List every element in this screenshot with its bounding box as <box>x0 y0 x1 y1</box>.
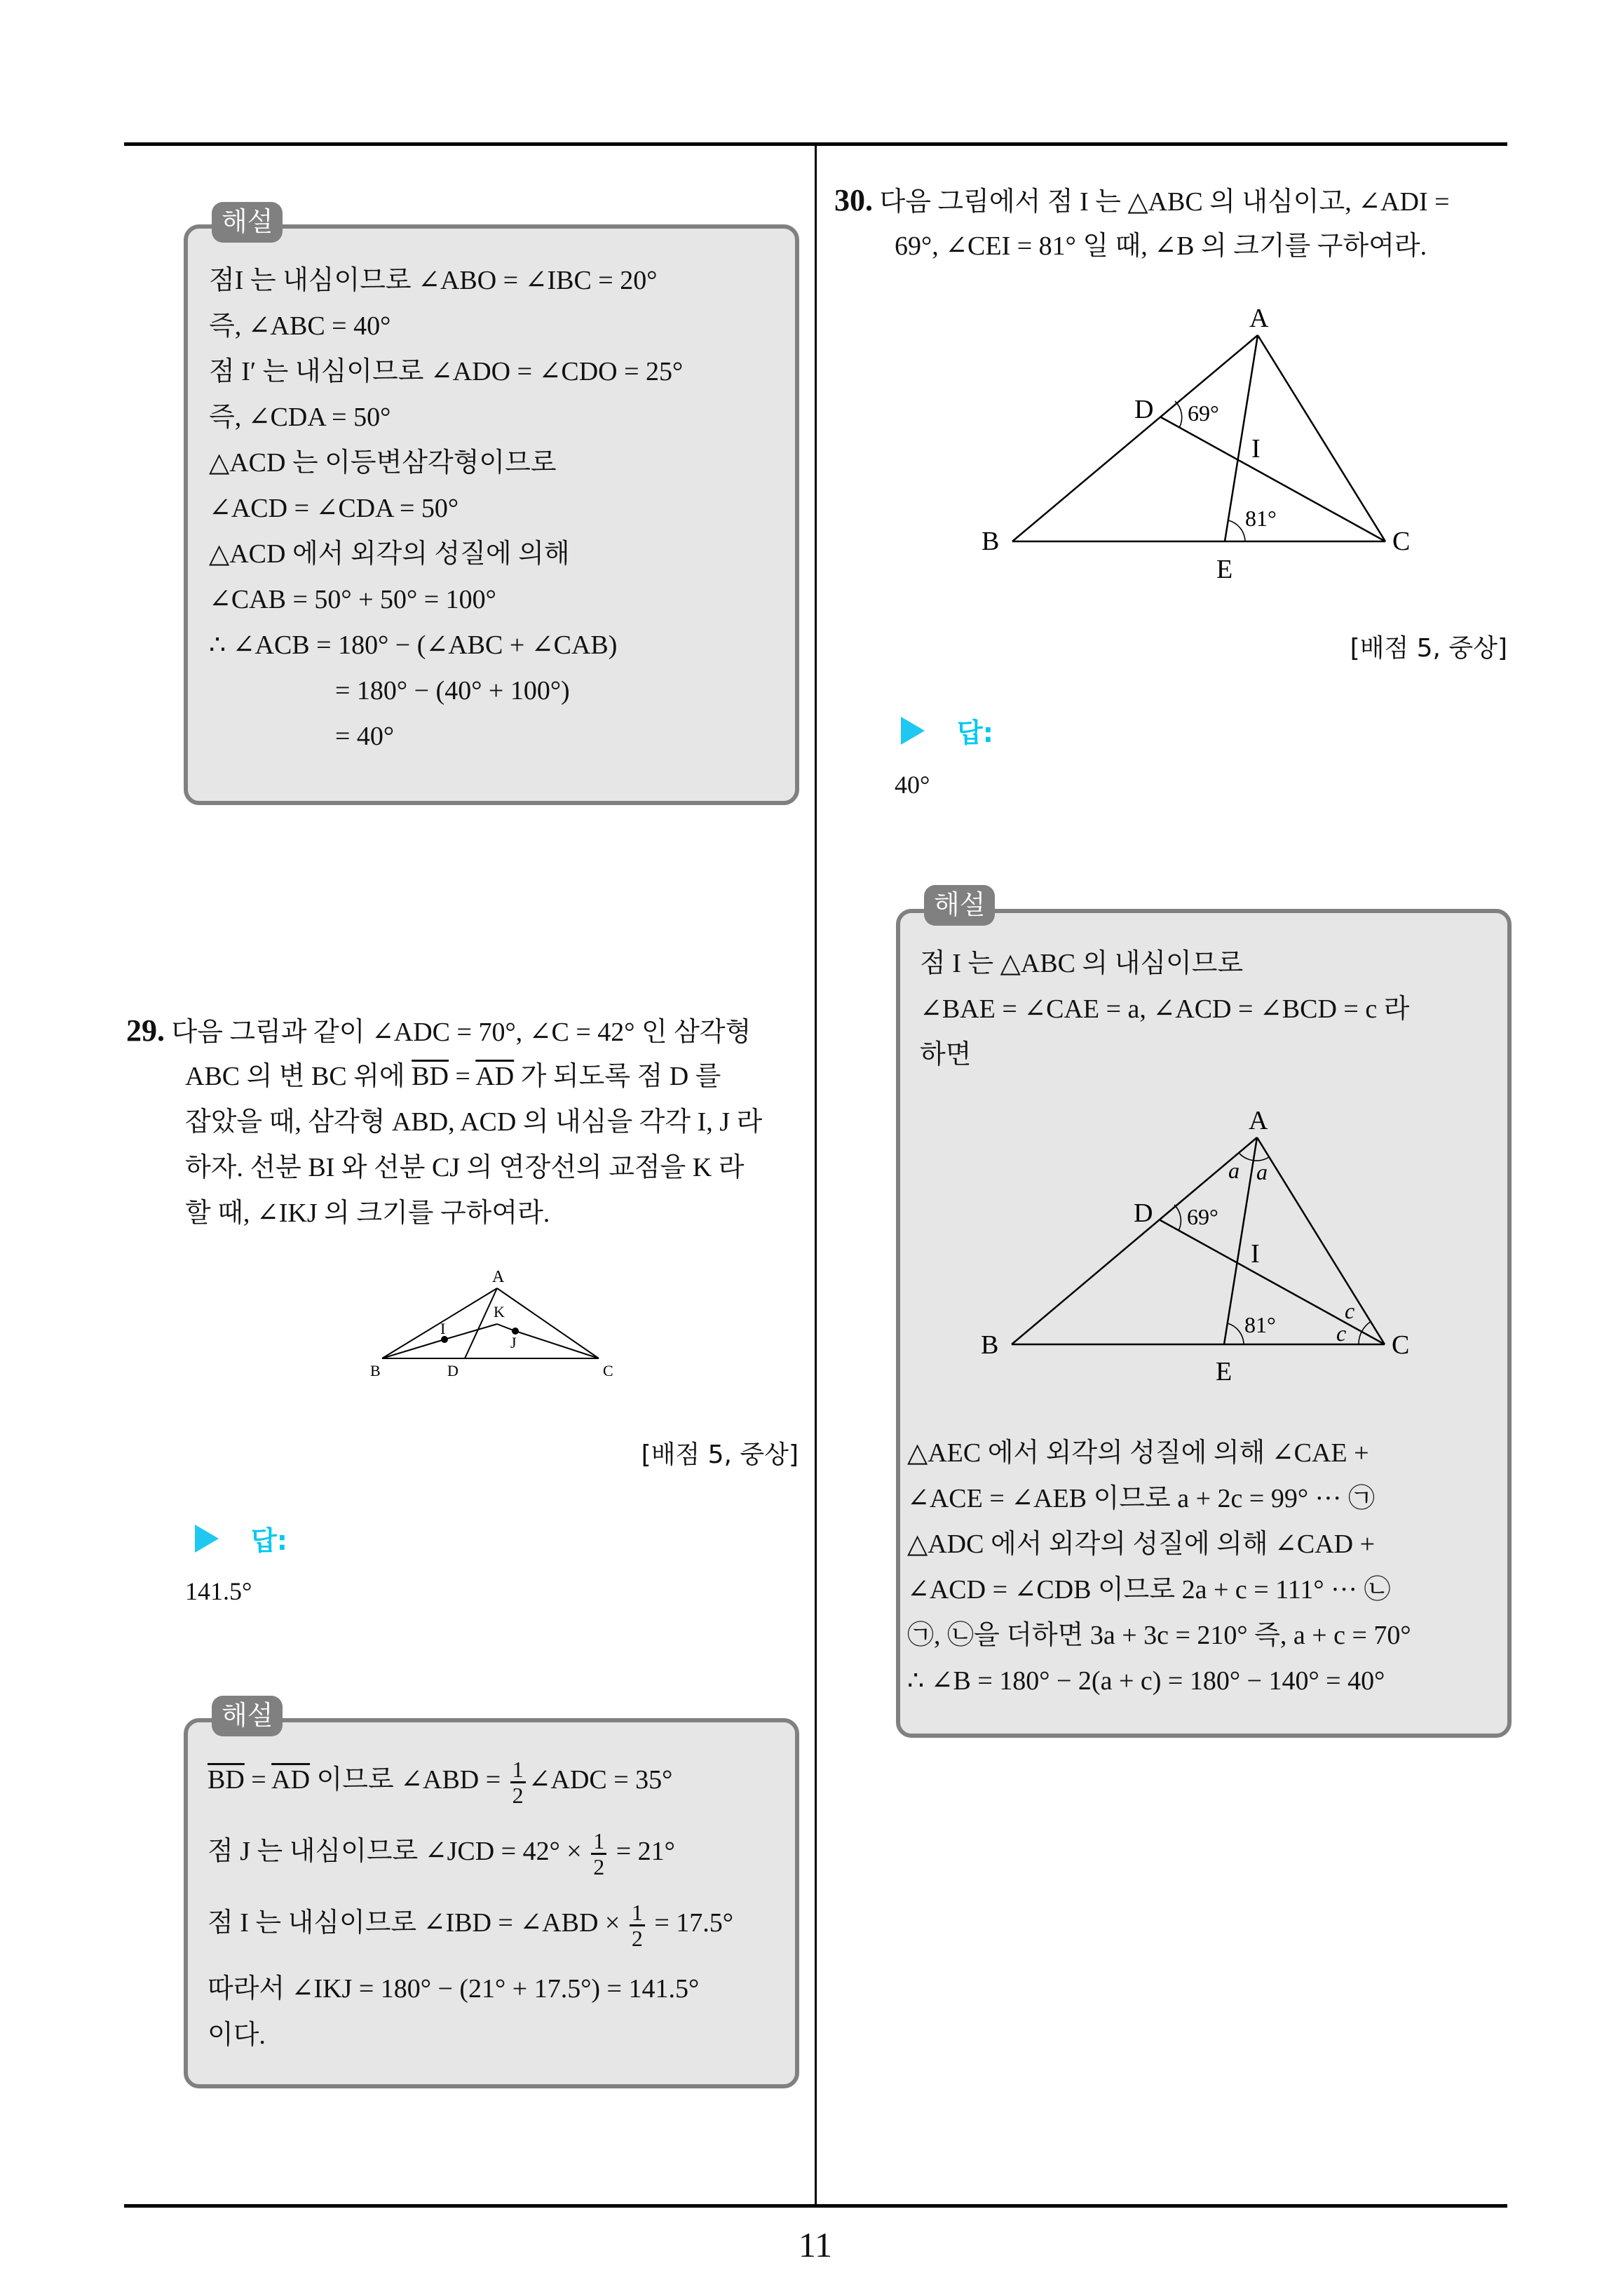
label-b: B <box>981 1330 999 1360</box>
label-angle-69: 69° <box>1187 1204 1218 1229</box>
label-i: I <box>1251 1239 1260 1269</box>
solution-line: 점I 는 내심이므로 ∠ABO = ∠IBC = 20° <box>209 266 658 295</box>
solution-29-line-1 <box>208 1752 672 1808</box>
solution-30-line: ∴ ∠B = 180° − 2(a + c) = 180° − 140° = 40° <box>907 1666 1385 1696</box>
solution-30-line: ∠ACD = ∠CDB 이므로 2a + c = 111° ··· ㉡ <box>907 1575 1391 1605</box>
solution-line: 점 I′ 는 내심이므로 ∠ADO = ∠CDO = 25° <box>209 357 684 386</box>
solution-30-line: △AEC 에서 외각의 성질에 의해 ∠CAE + <box>907 1438 1369 1468</box>
solution-line: ∴ ∠ACB = 180° − (∠ABC + ∠CAB) <box>209 630 618 660</box>
figure-30-solution <box>967 1101 1458 1396</box>
angle-arc-d <box>1174 1205 1181 1231</box>
fraction-half <box>630 1900 645 1950</box>
solution-30-line: ∠BAE = ∠CAE = a, ∠ACD = ∠BCD = c 라 <box>920 994 1410 1024</box>
solution-line: ∠CAB = 50° + 50° = 100° <box>209 585 496 614</box>
segment-ad: $\overline{AD}$ <box>271 1765 311 1795</box>
solution-30-line: 점 I 는 △ABC 의 내심이므로 <box>920 949 1244 978</box>
label-d: D <box>1134 395 1154 424</box>
page-number: 11 <box>798 2225 833 2264</box>
label-a: A <box>1249 1106 1268 1135</box>
side-ac <box>1257 1137 1385 1344</box>
problem-number: 29. <box>126 1013 165 1048</box>
problem-29-line-2 <box>185 1060 721 1093</box>
answer-label-text: 답: <box>251 1525 287 1556</box>
angle-arc-d <box>1175 401 1182 428</box>
label-i: I <box>440 1320 446 1337</box>
solution-text: 점 I 는 내심이므로 ∠IBD = ∠ABD × <box>208 1908 620 1938</box>
solution-line: 즉, ∠ABC = 40° <box>209 311 391 341</box>
label-d: D <box>1134 1198 1153 1228</box>
equals: = <box>455 1062 470 1091</box>
label-angle-a-right: a <box>1256 1159 1268 1184</box>
fraction-denominator: 2 <box>631 1925 643 1951</box>
play-arrow-icon <box>901 717 925 745</box>
solution-29-line-4: 따라서 ∠IKJ = 180° − (21° + 17.5°) = 141.5° <box>208 1974 700 2004</box>
label-angle-81: 81° <box>1245 506 1277 531</box>
side-ab <box>382 1288 497 1358</box>
label-e: E <box>1216 555 1233 584</box>
solution-text: ∠ADC = 35° <box>528 1765 673 1795</box>
solution-tag: 해설 <box>924 885 995 926</box>
solution-30-line: ㉠, ㉡을 더하면 3a + 3c = 210° 즉, a + c = 70° <box>907 1621 1411 1650</box>
fraction-numerator: 1 <box>630 1900 645 1926</box>
segment-bd: $\overline{BD}$ <box>412 1062 449 1091</box>
solution-29-line-3 <box>208 1895 733 1951</box>
solution-30-line: 하면 <box>920 1040 972 1069</box>
problem-30-line-1 <box>834 184 1450 219</box>
solution-text: = 17.5° <box>654 1908 733 1938</box>
problem-30-line-2: 69°, ∠CEI = 81° 일 때, ∠B 의 크기를 구하여라. <box>895 231 1427 261</box>
problem-29-line-5: 할 때, ∠IKJ 의 크기를 구하여라. <box>185 1198 550 1228</box>
figure-30 <box>967 295 1458 589</box>
answer-30: 40° <box>895 771 930 799</box>
label-i: I <box>1251 434 1261 464</box>
label-e: E <box>1216 1357 1232 1386</box>
score-29: [배점 5, 중상] <box>641 1440 799 1469</box>
bottom-rule <box>124 2204 1507 2208</box>
solution-line: = 40° <box>335 722 395 751</box>
segment-ad: $\overline{AD}$ <box>475 1062 515 1091</box>
label-angle-a-left: a <box>1228 1158 1240 1183</box>
label-j: J <box>510 1334 517 1351</box>
solution-30-line: ∠ACE = ∠AEB 이므로 a + 2c = 99° ··· ㉠ <box>907 1484 1375 1513</box>
label-d: D <box>447 1362 459 1379</box>
problem-text: 다음 그림과 같이 ∠ADC = 70°, ∠C = 42° 인 삼각형 <box>171 1018 752 1047</box>
fraction-half <box>510 1757 526 1807</box>
answer-label-30 <box>901 711 993 750</box>
fraction-denominator: 2 <box>512 1782 524 1808</box>
problem-text: 가 되도록 점 D 를 <box>520 1062 721 1091</box>
solution-tag: 해설 <box>212 1696 283 1736</box>
solution-line: 즉, ∠CDA = 50° <box>209 403 391 432</box>
label-b: B <box>982 527 1000 556</box>
solution-text: 이므로 ∠ABD = <box>316 1765 501 1795</box>
equals: = <box>251 1765 266 1795</box>
figure-29 <box>351 1262 631 1403</box>
problem-text: ABC 의 변 BC 위에 <box>185 1062 405 1091</box>
segment-bd: $\overline{BD}$ <box>208 1765 245 1795</box>
segment-bi-k <box>382 1324 497 1358</box>
answer-label-29 <box>195 1519 287 1558</box>
answer-label-text: 답: <box>957 717 993 748</box>
label-angle-c-upper: c <box>1345 1298 1355 1323</box>
label-k: K <box>494 1303 505 1321</box>
solution-29-line-5: 이다. <box>208 2020 266 2050</box>
label-c: C <box>1392 1330 1410 1360</box>
side-ab <box>1012 335 1258 541</box>
label-a: A <box>492 1268 505 1286</box>
label-angle-81: 81° <box>1244 1312 1276 1337</box>
problem-text: 다음 그림에서 점 I 는 △ABC 의 내심이고, ∠ADI = <box>879 187 1450 217</box>
problem-29-line-1 <box>126 1014 751 1049</box>
label-c: C <box>1392 527 1411 556</box>
problem-number: 30. <box>834 183 873 217</box>
side-ac <box>1258 335 1385 541</box>
fraction-numerator: 1 <box>591 1829 606 1855</box>
solution-29-line-2 <box>208 1823 675 1879</box>
fraction-half <box>591 1829 606 1879</box>
angle-arc-e <box>1228 1323 1244 1344</box>
label-angle-c-lower: c <box>1336 1321 1347 1346</box>
angle-arc-e <box>1228 520 1245 541</box>
label-c: C <box>603 1362 613 1379</box>
side-ab <box>1012 1137 1257 1344</box>
solution-30-line: △ADC 에서 외각의 성질에 의해 ∠CAD + <box>907 1529 1376 1559</box>
problem-29-line-4: 하자. 선분 BI 와 선분 CJ 의 연장선의 교점을 K 라 <box>185 1153 745 1182</box>
column-divider <box>815 144 817 2206</box>
fraction-denominator: 2 <box>593 1853 605 1879</box>
fraction-numerator: 1 <box>510 1757 526 1783</box>
solution-line: △ACD 에서 외각의 성질에 의해 <box>209 539 570 569</box>
solution-tag: 해설 <box>212 202 283 243</box>
play-arrow-icon <box>195 1525 219 1553</box>
problem-29-line-3: 잡았을 때, 삼각형 ABD, ACD 의 내심을 각각 I, J 라 <box>185 1107 763 1137</box>
solution-text: = 21° <box>616 1837 675 1866</box>
label-angle-69: 69° <box>1188 400 1219 426</box>
answer-29: 141.5° <box>185 1577 252 1605</box>
solution-text: 점 J 는 내심이므로 ∠JCD = 42° × <box>208 1837 582 1866</box>
solution-line: = 180° − (40° + 100°) <box>335 676 570 705</box>
label-a: A <box>1249 304 1269 333</box>
solution-line: ∠ACD = ∠CDA = 50° <box>209 494 459 523</box>
solution-line: △ACD 는 이등변삼각형이므로 <box>209 448 557 478</box>
score-30: [배점 5, 중상] <box>1350 634 1507 663</box>
label-b: B <box>370 1362 381 1379</box>
